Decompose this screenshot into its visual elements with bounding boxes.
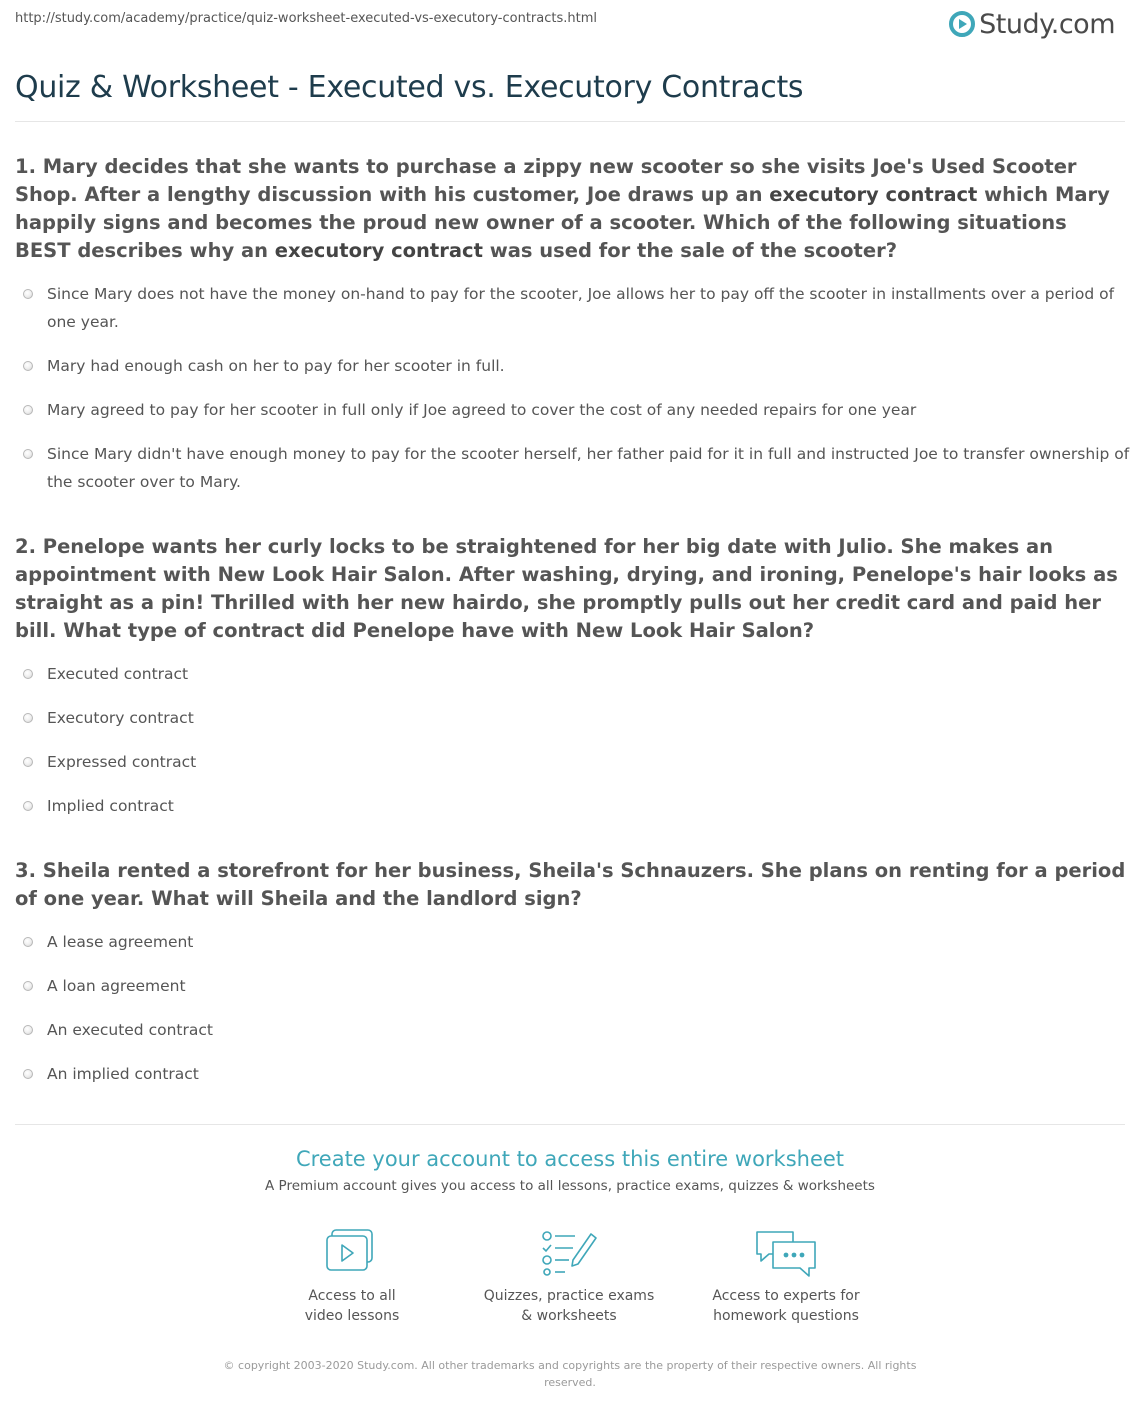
feature-label-line: homework questions <box>713 1308 859 1324</box>
answer-radio[interactable] <box>23 801 33 811</box>
answer-option[interactable]: Implied contract <box>47 797 174 815</box>
chat-bubbles-icon <box>753 1228 819 1280</box>
question-1 <box>15 153 1127 265</box>
answer-option[interactable]: An executed contract <box>47 1021 213 1039</box>
answer-radio[interactable] <box>23 669 33 679</box>
question-number: 1. <box>15 155 36 178</box>
answer-option[interactable]: Mary had enough cash on her to pay for her scooter in full. <box>47 357 505 375</box>
answer-option[interactable]: An implied contract <box>47 1065 199 1083</box>
answer-option[interactable]: Executed contract <box>47 665 189 683</box>
answer-radio[interactable] <box>23 981 33 991</box>
question-text: Mary decides that she wants to purchase a zippy new scooter so she visits Joe's Used Scooter Shop. After a lengthy discussion with his customer, Joe draws up an <box>15 155 1077 206</box>
title-divider <box>15 121 1125 122</box>
answer-radio[interactable] <box>23 713 33 723</box>
question-text: Penelope wants her curly locks to be straightened for her big date with Julio. She makes an appointment with New Look Hair Salon. After washing, drying, and ironing, Penelope's hair looks as straight as a pin! Thrilled with her new hairdo, she promptly pulls out her credit card and paid her bill. What type of contract did Penelope have with New Look Hair Salon? <box>15 535 1118 642</box>
cta-title[interactable]: Create your account to access this entire worksheet <box>295 1147 845 1171</box>
cta-subtitle: A Premium account gives you access to all lessons, practice exams, quizzes & worksheets <box>265 1178 875 1194</box>
feature-label-line: Access to experts for <box>712 1288 860 1304</box>
copyright-notice: © copyright 2003-2020 Study.com. All other trademarks and copyrights are the property of their respective owners. All rights reserved. <box>223 1359 917 1389</box>
page-url: http://study.com/academy/practice/quiz-worksheet-executed-vs-executory-contracts.html <box>15 11 597 26</box>
question-text: which Mary happily signs and becomes the proud new owner of a scooter. Which of the following situations BEST describes why an <box>15 183 1110 262</box>
answer-option[interactable]: Since Mary didn't have enough money to pay for the scooter herself, her father paid for it in full and instructed Joe to transfer ownership of the scooter over to Mary. <box>47 445 1130 491</box>
feature-video-lessons[interactable] <box>252 1228 452 1326</box>
feature-label-line: & worksheets <box>521 1308 617 1324</box>
answer-option[interactable]: Since Mary does not have the money on-hand to pay for the scooter, Joe allows her to pay off the scooter in installments over a period of one year. <box>47 285 1115 331</box>
question-number: 3. <box>15 859 36 882</box>
play-circle-icon <box>949 11 975 37</box>
answer-option[interactable]: A loan agreement <box>47 977 186 995</box>
answer-radio[interactable] <box>23 1069 33 1079</box>
feature-label-line: video lessons <box>304 1308 400 1324</box>
answer-option[interactable]: Executory contract <box>47 709 194 727</box>
answer-radio[interactable] <box>23 361 33 371</box>
video-lessons-icon <box>324 1228 380 1276</box>
question-number: 2. <box>15 535 36 558</box>
feature-label-line: Quizzes, practice exams <box>483 1288 655 1304</box>
answer-radio[interactable] <box>23 405 33 415</box>
question-2 <box>15 533 1127 645</box>
quiz-checklist-icon <box>539 1228 599 1276</box>
study-logo[interactable] <box>949 6 1115 42</box>
answer-option[interactable]: Expressed contract <box>47 753 197 771</box>
answer-option[interactable]: A lease agreement <box>47 933 194 951</box>
answer-radio[interactable] <box>23 289 33 299</box>
question-emphasis: executory contract <box>274 239 483 262</box>
page-title: Quiz & Worksheet - Executed vs. Executory Contracts <box>15 70 804 105</box>
answer-radio[interactable] <box>23 937 33 947</box>
feature-experts[interactable] <box>686 1228 886 1326</box>
answer-radio[interactable] <box>23 757 33 767</box>
cta-divider <box>15 1124 1125 1125</box>
question-text: Sheila rented a storefront for her business, Sheila's Schnauzers. She plans on renting for a period of one year. What will Sheila and the landlord sign? <box>15 859 1126 910</box>
question-emphasis: executory contract <box>769 183 978 206</box>
logo-text: Study.com <box>979 8 1115 40</box>
answer-option[interactable]: Mary agreed to pay for her scooter in full only if Joe agreed to cover the cost of any needed repairs for one year <box>47 401 917 419</box>
question-3 <box>15 857 1127 913</box>
answer-radio[interactable] <box>23 449 33 459</box>
feature-quizzes[interactable] <box>469 1228 669 1326</box>
question-text: was used for the sale of the scooter? <box>482 239 898 262</box>
answer-radio[interactable] <box>23 1025 33 1035</box>
feature-label-line: Access to all <box>308 1288 396 1304</box>
